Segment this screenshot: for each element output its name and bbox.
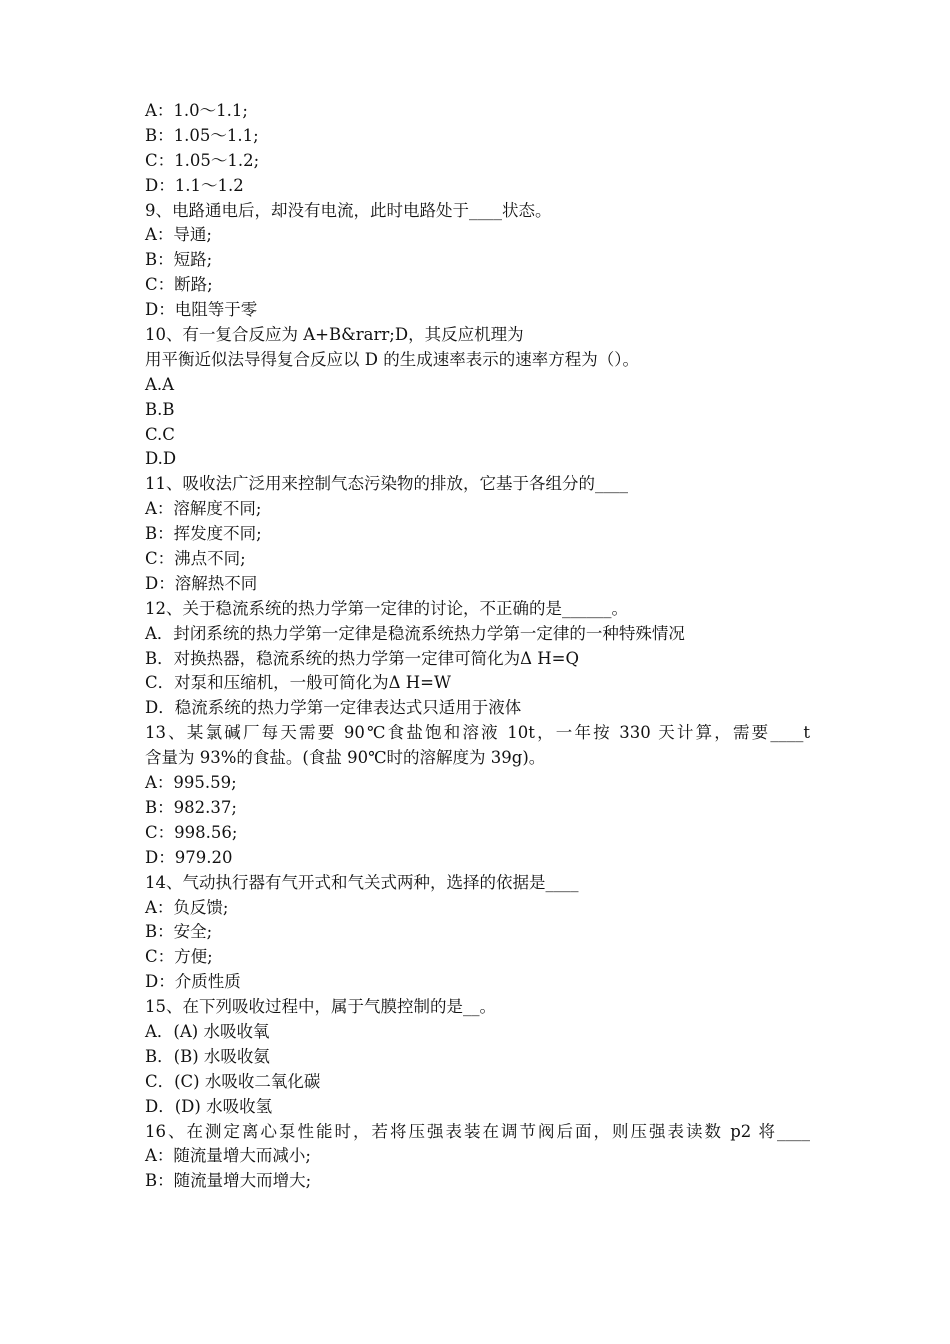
question-13: 13、某氯碱厂每天需要 90℃食盐饱和溶液 10t，一年按 330 天计算，需要____t bbox=[145, 723, 810, 743]
question-10: 10、有一复合反应为 A+B&rarr;D，其反应机理为 bbox=[145, 325, 524, 345]
text-line: D：979.20 bbox=[145, 847, 233, 867]
text-line: D.D bbox=[145, 449, 177, 469]
text-line: B：安全; bbox=[145, 922, 213, 942]
text-line: A：负反馈; bbox=[145, 897, 229, 917]
text-line: C：1.05～1.2; bbox=[145, 150, 260, 170]
text-line: A：溶解度不同; bbox=[145, 499, 262, 519]
text-line: C：沸点不同; bbox=[145, 549, 246, 569]
text-line: D．(D) 水吸收氢 bbox=[145, 1096, 273, 1116]
question-11: 11、吸收法广泛用来控制气态污染物的排放，它基于各组分的____ bbox=[145, 474, 628, 494]
text-line: A．(A) 水吸收氧 bbox=[145, 1021, 270, 1041]
text-line: C.C bbox=[145, 424, 175, 444]
document-page bbox=[145, 99, 810, 1194]
text-line: B．对换热器，稳流系统的热力学第一定律可简化为Δ H=Q bbox=[145, 648, 580, 668]
text-line: A：随流量增大而减小; bbox=[145, 1146, 311, 1166]
text-line: B．(B) 水吸收氨 bbox=[145, 1046, 270, 1066]
text-line: D：介质性质 bbox=[145, 972, 241, 992]
text-line: A：导通; bbox=[145, 225, 212, 245]
text-line: D：1.1～1.2 bbox=[145, 175, 244, 195]
question-14: 14、气动执行器有气开式和气关式两种，选择的依据是____ bbox=[145, 872, 579, 892]
text-line: A．封闭系统的热力学第一定律是稳流系统热力学第一定律的一种特殊情况 bbox=[145, 623, 685, 643]
text-line: C：998.56; bbox=[145, 822, 238, 842]
question-9: 9、电路通电后，却没有电流，此时电路处于____状态。 bbox=[145, 200, 552, 220]
text-line: 含量为 93%的食盐。(食盐 90℃时的溶解度为 39g)。 bbox=[145, 748, 546, 768]
text-line: A：995.59; bbox=[145, 773, 237, 793]
text-line: B：随流量增大而增大; bbox=[145, 1171, 312, 1191]
text-line: D．稳流系统的热力学第一定律表达式只适用于液体 bbox=[145, 698, 522, 718]
text-line: C：方便; bbox=[145, 947, 213, 967]
text-line: D：电阻等于零 bbox=[145, 300, 258, 320]
text-line: 用平衡近似法导得复合反应以 D 的生成速率表示的速率方程为（）。 bbox=[145, 349, 639, 369]
text-line: B：982.37; bbox=[145, 797, 237, 817]
text-line: A：1.0～1.1; bbox=[145, 101, 248, 120]
text-line: B.B bbox=[145, 399, 175, 419]
text-line: A.A bbox=[145, 374, 175, 394]
question-15: 15、在下列吸收过程中，属于气膜控制的是__。 bbox=[145, 997, 496, 1017]
text-line: B：挥发度不同; bbox=[145, 524, 262, 544]
text-line: B：1.05～1.1; bbox=[145, 125, 259, 145]
question-16: 16、在测定离心泵性能时，若将压强表装在调节阀后面，则压强表读数 p2 将____ bbox=[145, 1121, 810, 1141]
text-line: C：断路; bbox=[145, 275, 213, 295]
text-line: B：短路; bbox=[145, 250, 213, 270]
text-line: D：溶解热不同 bbox=[145, 573, 258, 593]
text-line: C．(C) 水吸收二氧化碳 bbox=[145, 1071, 321, 1091]
text-line: C．对泵和压缩机，一般可简化为Δ H=W bbox=[145, 673, 451, 693]
question-12: 12、关于稳流系统的热力学第一定律的讨论，不正确的是______。 bbox=[145, 598, 628, 618]
